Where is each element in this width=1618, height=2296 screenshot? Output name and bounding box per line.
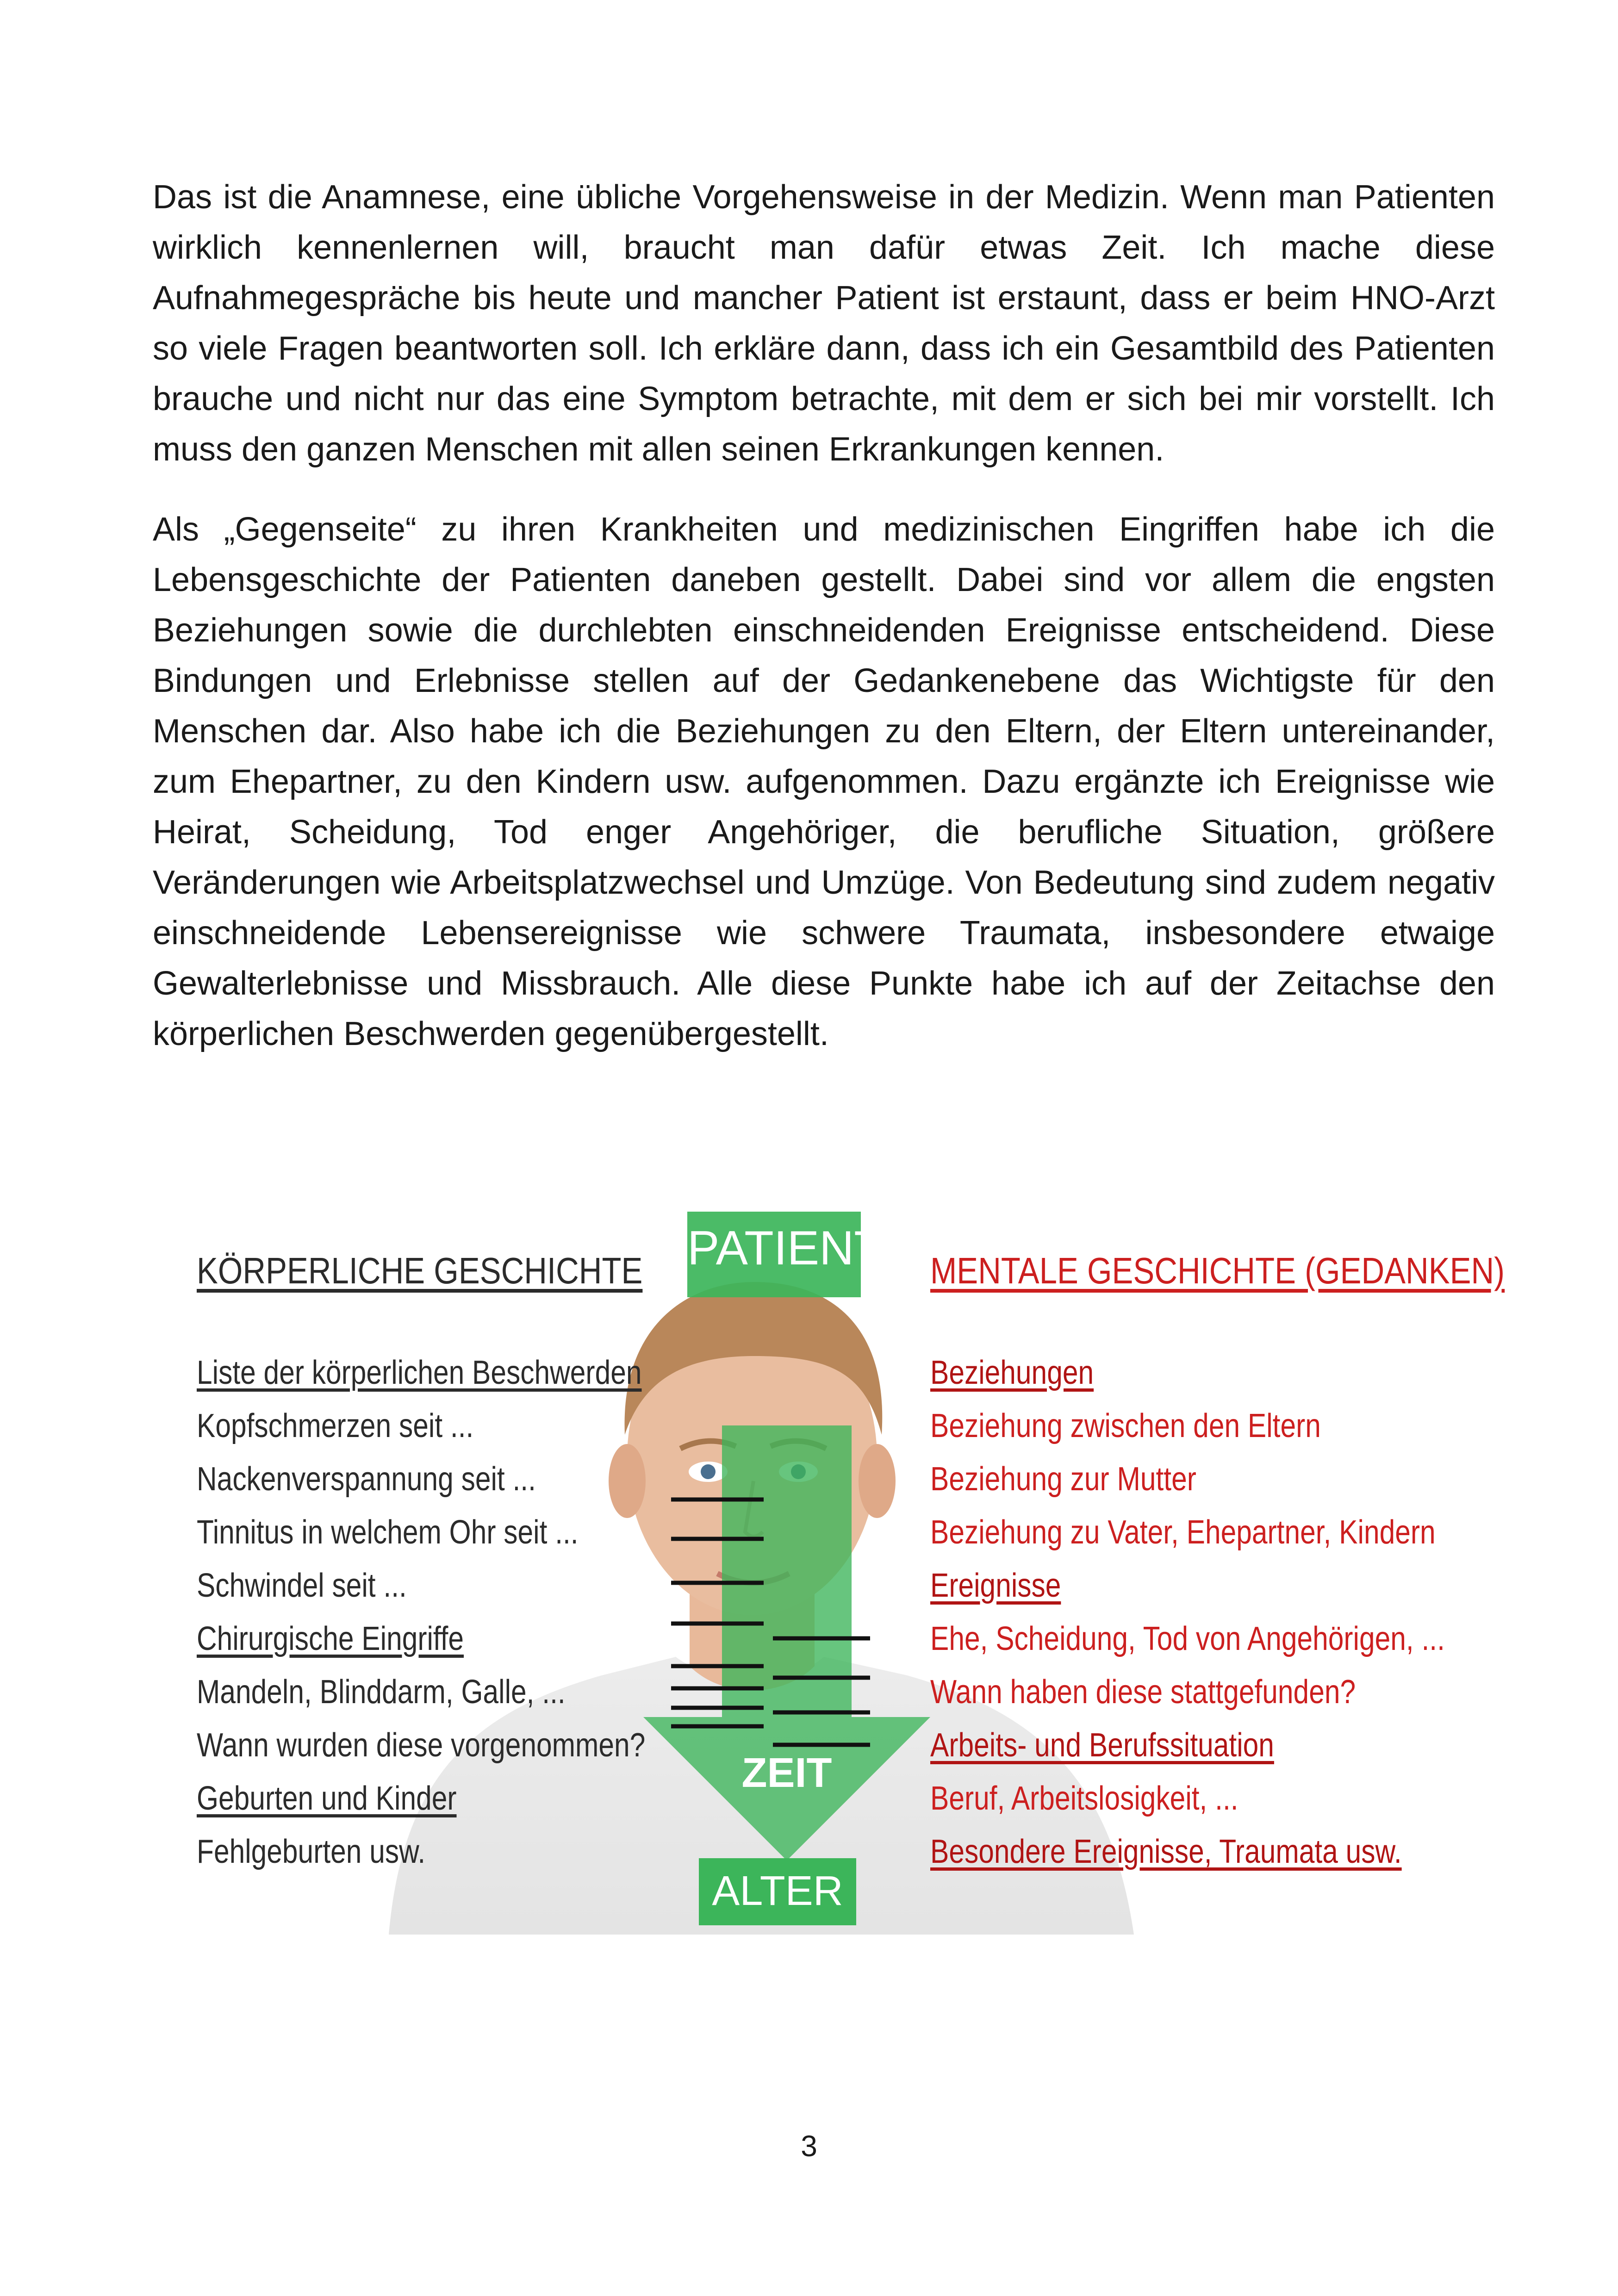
section-heading: Arbeits- und Berufssituation [930,1727,1274,1764]
list-item: Ehe, Scheidung, Tod von Angehörigen, ... [930,1620,1445,1657]
list-item: Tinnitus in welchem Ohr seit ... [197,1514,579,1551]
list-item: Mandeln, Blinddarm, Galle, ... [197,1674,566,1711]
list-item: Beziehung zu Vater, Ehepartner, Kindern [930,1514,1436,1551]
body-paragraph-1: Das ist die Anamnese, eine übliche Vorgehensweise in der Medizin. Wenn man Patienten wirklich kennenlernen will, braucht man dafür etwas Zeit. Ich mache diese Aufnahmegespräche bis heute und mancher Patient ist erstaunt, dass er beim HNO-Arzt so viele Fragen beantworten soll. Ich erkläre dann, dass ich ein Gesamtbild des Patienten brauche und nicht nur das eine Symptom betrachte, mit dem er sich bei mir vorstellt. Ich muss den ganzen Menschen mit allen seinen Erkrankungen kennen. [153,179,1495,468]
section-heading: Besondere Ereignisse, Traumata usw. [930,1833,1402,1870]
patient-label: PATIENT [687,1221,884,1275]
list-item: Beruf, Arbeitslosigkeit, ... [930,1780,1238,1817]
page-number: 3 [801,2129,817,2163]
list-item: Kopfschmerzen seit ... [197,1407,474,1444]
anamnesis-figure [185,1176,1505,1935]
section-heading: Chirurgische Eingriffe [197,1620,464,1657]
section-heading: Beziehungen [930,1354,1094,1391]
body-paragraph-2: Als „Gegenseite“ zu ihren Krankheiten und medizinischen Eingriffen habe ich die Lebensgeschichte der Patienten daneben gestellt. Dabei sind vor allem die engsten Beziehungen sowie die durchlebten einschneidenden Ereignisse entscheidend. Diese Bindungen und Erlebnisse stellen auf der Gedankenebene das Wichtigste für den Menschen dar. Also habe ich die Beziehungen zu den Eltern, der Eltern untereinander, zum Ehepartner, zu den Kindern usw. aufgenommen. Dazu ergänzte ich Ereignisse wie Heirat, Scheidung, Tod enger Angehöriger, die berufliche Situation, größere Veränderungen wie Arbeitsplatzwechsel und Umzüge. Von Bedeutung sind zudem negativ einschneidende Lebensereignisse wie schwere Traumata, insbesondere etwaige Gewalterlebnisse und Missbrauch. Alle diese Punkte habe ich auf der Zeitachse den körperlichen Beschwerden gegenübergestellt. [153,511,1495,1052]
list-item: Fehlgeburten usw. [197,1833,426,1870]
list-item: Beziehung zwischen den Eltern [930,1407,1321,1444]
list-item: Wann wurden diese vorgenommen? [197,1727,646,1764]
physical-history-heading: KÖRPERLICHE GESCHICHTE [197,1250,643,1291]
list-item: Schwindel seit ... [197,1567,407,1604]
section-heading: Geburten und Kinder [197,1780,457,1817]
section-heading: Liste der körperlichen Beschwerden [197,1354,642,1391]
list-item: Beziehung zur Mutter [930,1461,1196,1498]
alter-label: ALTER [712,1868,843,1914]
mental-history-heading: MENTALE GESCHICHTE (GEDANKEN) [930,1250,1505,1291]
zeit-label: ZEIT [741,1750,832,1796]
list-item: Wann haben diese stattgefunden? [930,1674,1356,1711]
list-item: Nackenverspannung seit ... [197,1461,536,1498]
section-heading: Ereignisse [930,1567,1061,1604]
